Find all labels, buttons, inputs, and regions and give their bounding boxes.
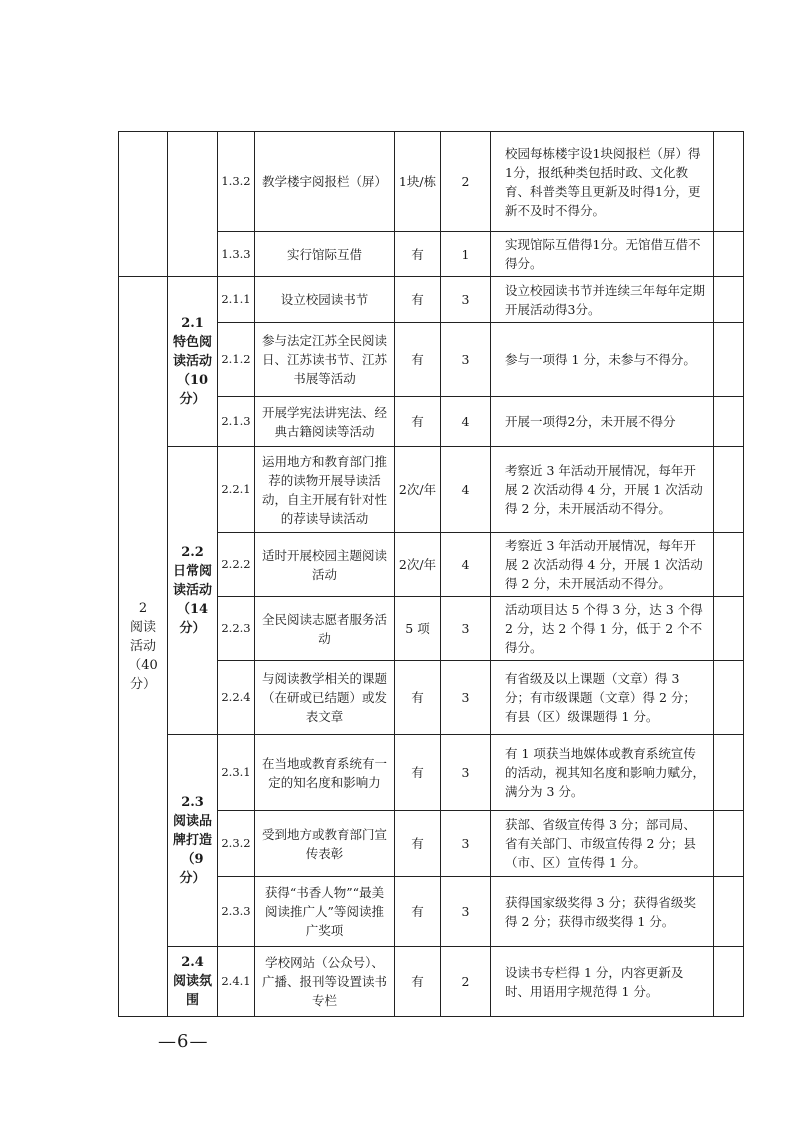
remark-cell: [714, 397, 744, 447]
table-row: [119, 132, 744, 232]
subcategory-label: 2.2 日常阅读活动（14分）: [172, 545, 212, 636]
page-number: —6—: [158, 1031, 209, 1052]
item-code: 2.2.2: [218, 533, 255, 597]
remark-cell: [714, 877, 744, 947]
item-name: 设立校园读书节: [255, 277, 395, 323]
item-standard: 有: [395, 661, 441, 735]
item-criteria: 考察近 3 年活动开展情况，每年开展 2 次活动得 4 分，开展 1 次活动得 2 分，未开展活动不得分。: [491, 533, 714, 597]
table-row: [119, 277, 744, 323]
item-score: 4: [441, 397, 491, 447]
remark-cell: [714, 811, 744, 877]
item-code: 2.2.1: [218, 447, 255, 533]
remark-cell: [714, 323, 744, 397]
item-score: 3: [441, 661, 491, 735]
major-category-reading-activities: [119, 277, 168, 1017]
item-standard: 2次/年: [395, 447, 441, 533]
item-code: 2.1.1: [218, 277, 255, 323]
item-code: 2.3.2: [218, 811, 255, 877]
item-code: 2.1.2: [218, 323, 255, 397]
major-category-label: 2 阅读活动（40分）: [128, 601, 158, 692]
item-code: 1.3.2: [218, 132, 255, 232]
item-criteria: 获得国家级奖得 3 分；获得省级奖得 2 分；获得市级奖得 1 分。: [491, 877, 714, 947]
item-score: 3: [441, 277, 491, 323]
item-criteria: 有省级及以上课题（文章）得 3 分；有市级课题（文章）得 2 分；有县（区）级课题得 1 分。: [491, 661, 714, 735]
item-name: 在当地或教育系统有一定的知名度和影响力: [255, 735, 395, 811]
item-criteria: 活动项目达 5 个得 3 分，达 3 个得 2 分，达 2 个得 1 分，低于 2 个不得分。: [491, 597, 714, 661]
major-category-empty: [119, 132, 168, 277]
item-name: 开展学宪法讲宪法、经典古籍阅读等活动: [255, 397, 395, 447]
item-criteria: 设读书专栏得 1 分，内容更新及时、用语用字规范得 1 分。: [491, 947, 714, 1017]
item-code: 2.3.1: [218, 735, 255, 811]
item-score: 4: [441, 533, 491, 597]
subcategory-empty: [168, 132, 218, 277]
remark-cell: [714, 132, 744, 232]
item-code: 2.3.3: [218, 877, 255, 947]
table-row: [119, 735, 744, 811]
item-name: 运用地方和教育部门推荐的读物开展导读活动，自主开展有针对性的荐读导读活动: [255, 447, 395, 533]
subcategory-label: 2.4 阅读氛围: [172, 955, 212, 1008]
subcategory-daily-reading: [168, 447, 218, 735]
remark-cell: [714, 735, 744, 811]
item-criteria: 考察近 3 年活动开展情况，每年开展 2 次活动得 4 分，开展 1 次活动得 2 分，未开展活动不得分。: [491, 447, 714, 533]
item-standard: 有: [395, 397, 441, 447]
item-standard: 有: [395, 323, 441, 397]
item-score: 3: [441, 877, 491, 947]
item-code: 2.2.3: [218, 597, 255, 661]
item-standard: 有: [395, 947, 441, 1017]
item-code: 2.4.1: [218, 947, 255, 1017]
item-score: 2: [441, 947, 491, 1017]
item-standard: 有: [395, 232, 441, 277]
remark-cell: [714, 597, 744, 661]
item-name: 受到地方或教育部门宣传表彰: [255, 811, 395, 877]
item-score: 2: [441, 132, 491, 232]
item-name: 参与法定江苏全民阅读日、江苏读书节、江苏书展等活动: [255, 323, 395, 397]
table-row: [119, 447, 744, 533]
remark-cell: [714, 661, 744, 735]
subcategory-label: 2.3 阅读品牌打造（9分）: [172, 795, 212, 886]
item-standard: 有: [395, 277, 441, 323]
remark-cell: [714, 232, 744, 277]
item-standard: 1块/栋: [395, 132, 441, 232]
remark-cell: [714, 533, 744, 597]
subcategory-label: 2.1 特色阅读活动（10分）: [172, 316, 212, 407]
item-code: 2.1.3: [218, 397, 255, 447]
item-score: 3: [441, 811, 491, 877]
item-name: 教学楼宇阅报栏（屏）: [255, 132, 395, 232]
item-code: 1.3.3: [218, 232, 255, 277]
item-score: 3: [441, 323, 491, 397]
item-criteria: 校园每栋楼宇设1块阅报栏（屏）得1分，报纸种类包括时政、文化教育、科普类等且更新及时得1分，更新不及时不得分。: [491, 132, 714, 232]
item-standard: 有: [395, 735, 441, 811]
remark-cell: [714, 447, 744, 533]
evaluation-table: [118, 131, 744, 1017]
item-criteria: 设立校园读书节并连续三年每年定期开展活动得3分。: [491, 277, 714, 323]
item-standard: 2次/年: [395, 533, 441, 597]
item-score: 3: [441, 735, 491, 811]
remark-cell: [714, 277, 744, 323]
item-name: 全民阅读志愿者服务活动: [255, 597, 395, 661]
item-standard: 5 项: [395, 597, 441, 661]
item-criteria: 有 1 项获当地媒体或教育系统宣传的活动，视其知名度和影响力赋分，满分为 3 分。: [491, 735, 714, 811]
item-name: 实行馆际互借: [255, 232, 395, 277]
remark-cell: [714, 947, 744, 1017]
item-standard: 有: [395, 811, 441, 877]
item-criteria: 参与一项得 1 分，未参与不得分。: [491, 323, 714, 397]
item-score: 4: [441, 447, 491, 533]
item-criteria: 获部、省级宣传得 3 分；部司局、省有关部门、市级宣传得 2 分；县（市、区）宣传得 1 分。: [491, 811, 714, 877]
item-code: 2.2.4: [218, 661, 255, 735]
subcategory-reading-atmosphere: [168, 947, 218, 1017]
item-name: 获得“书香人物”“最美阅读推广人”等阅读推广奖项: [255, 877, 395, 947]
item-criteria: 开展一项得2分，未开展不得分: [491, 397, 714, 447]
table-row: [119, 947, 744, 1017]
item-name: 学校网站（公众号）、广播、报刊等设置读书专栏: [255, 947, 395, 1017]
item-score: 3: [441, 597, 491, 661]
subcategory-reading-brand: [168, 735, 218, 947]
item-name: 与阅读教学相关的课题（在研或已结题）或发表文章: [255, 661, 395, 735]
item-standard: 有: [395, 877, 441, 947]
subcategory-special-reading: [168, 277, 218, 447]
item-criteria: 实现馆际互借得1分。无馆借互借不得分。: [491, 232, 714, 277]
item-score: 1: [441, 232, 491, 277]
item-name: 适时开展校园主题阅读活动: [255, 533, 395, 597]
